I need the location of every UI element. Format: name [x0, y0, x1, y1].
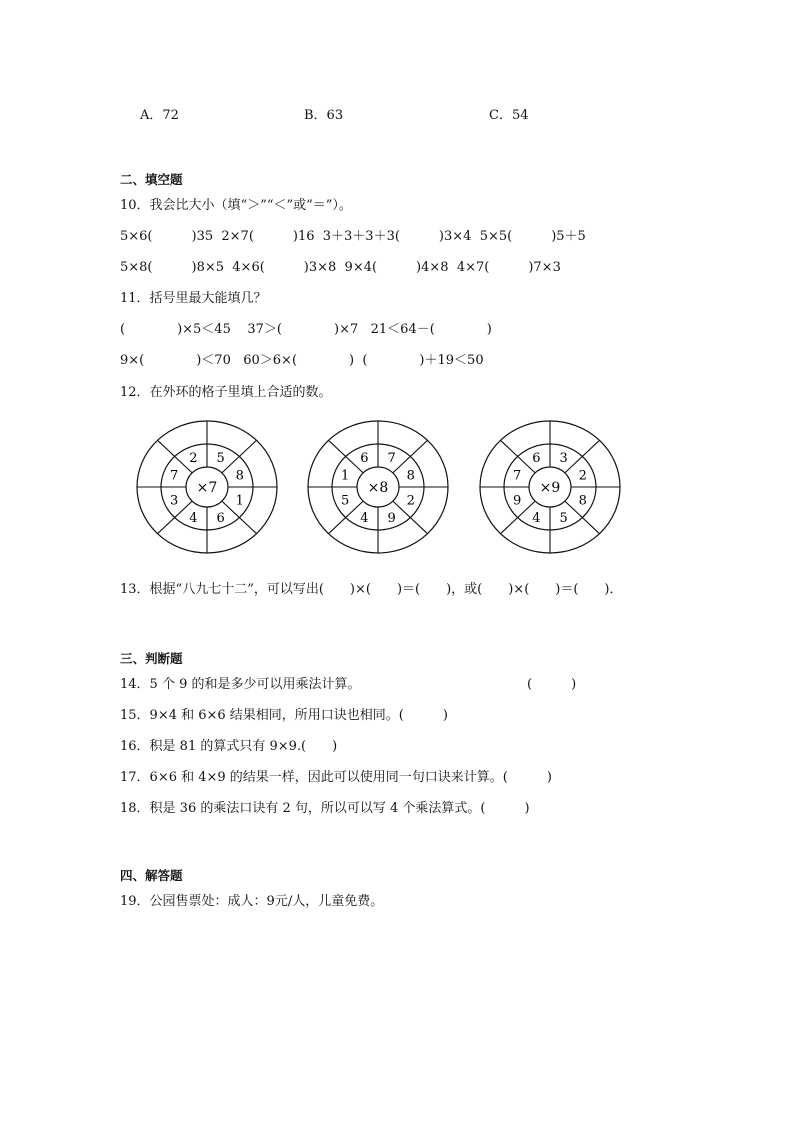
section-heading-true-false: 三、判断题 [120, 651, 183, 666]
option-a: A．72 [140, 108, 179, 123]
q12-wheels [0, 415, 794, 565]
wheel-number: 4 [360, 511, 369, 527]
wheel-center-label: ×9 [539, 480, 561, 496]
wheel-number: 6 [360, 450, 369, 466]
wheel-number: 6 [532, 450, 541, 466]
wheel-number: 5 [216, 450, 225, 466]
wheel-number: 1 [341, 468, 350, 484]
wheel-number: 5 [341, 493, 350, 509]
wheel-number: 3 [170, 493, 179, 509]
q14-answer-paren: ( ) [527, 677, 577, 692]
wheel-center-label: ×7 [196, 480, 218, 496]
multiplication-wheel-1 [137, 421, 277, 553]
q19-text: 19．公园售票处：成人：9元/人，儿童免费。 [120, 894, 384, 909]
section-heading-solve: 四、解答题 [120, 868, 183, 883]
q16-text: 16．积是 81 的算式只有 9×9.( ) [120, 739, 338, 754]
q10-row-2: 5×8( )8×5 4×6( )3×8 9×4( )4×8 4×7( )7×3 [120, 260, 561, 275]
wheel-number: 7 [387, 450, 396, 466]
q15-text: 15．9×4 和 6×6 结果相同，所用口诀也相同。( ) [120, 708, 448, 723]
section-heading-fill-blank: 二、填空题 [120, 172, 183, 187]
wheel-number: 2 [578, 468, 587, 484]
q13-text: 13．根据“八九七十二”，可以写出( )×( )＝( )，或( )×( )＝( )． [120, 582, 623, 597]
q10-prompt: 10．我会比大小（填“＞”“＜”或“＝”）。 [120, 198, 352, 213]
multiplication-wheel-2 [308, 421, 448, 553]
wheel-number: 1 [235, 493, 244, 509]
wheel-number: 5 [559, 511, 568, 527]
q11-prompt: 11．括号里最大能填几？ [120, 291, 267, 306]
wheel-number: 2 [406, 493, 415, 509]
multiplication-wheel-3 [480, 421, 620, 553]
q11-row-2: 9×( )＜70 60＞6×( ) ( )＋19＜50 [120, 353, 484, 368]
wheel-number: 6 [216, 511, 225, 527]
wheel-number: 9 [387, 511, 396, 527]
option-c: C．54 [489, 108, 529, 123]
wheel-number: 9 [513, 493, 522, 509]
q12-prompt: 12．在外环的格子里填上合适的数。 [120, 385, 332, 400]
wheel-number: 8 [406, 468, 415, 484]
option-b: B．63 [304, 108, 344, 123]
wheel-number: 7 [513, 468, 522, 484]
q10-row-1: 5×6( )35 2×7( )16 3＋3＋3＋3( )3×4 5×5( )5＋5 [120, 229, 586, 244]
q18-text: 18．积是 36 的乘法口诀有 2 句，所以可以写 4 个乘法算式。( ) [120, 801, 530, 816]
wheel-center-label: ×8 [367, 480, 389, 496]
wheel-number: 7 [170, 468, 179, 484]
q17-text: 17．6×6 和 4×9 的结果一样，因此可以使用同一句口诀来计算。( ) [120, 770, 552, 785]
wheel-number: 2 [189, 450, 198, 466]
wheel-number: 8 [578, 493, 587, 509]
q11-row-1: ( )×5＜45 37＞( )×7 21＜64－( ) [120, 322, 492, 337]
wheel-number: 4 [189, 511, 198, 527]
wheel-number: 4 [532, 511, 541, 527]
q14-text: 14．5 个 9 的和是多少可以用乘法计算。 [120, 677, 361, 692]
wheel-number: 8 [235, 468, 244, 484]
wheel-number: 3 [559, 450, 568, 466]
